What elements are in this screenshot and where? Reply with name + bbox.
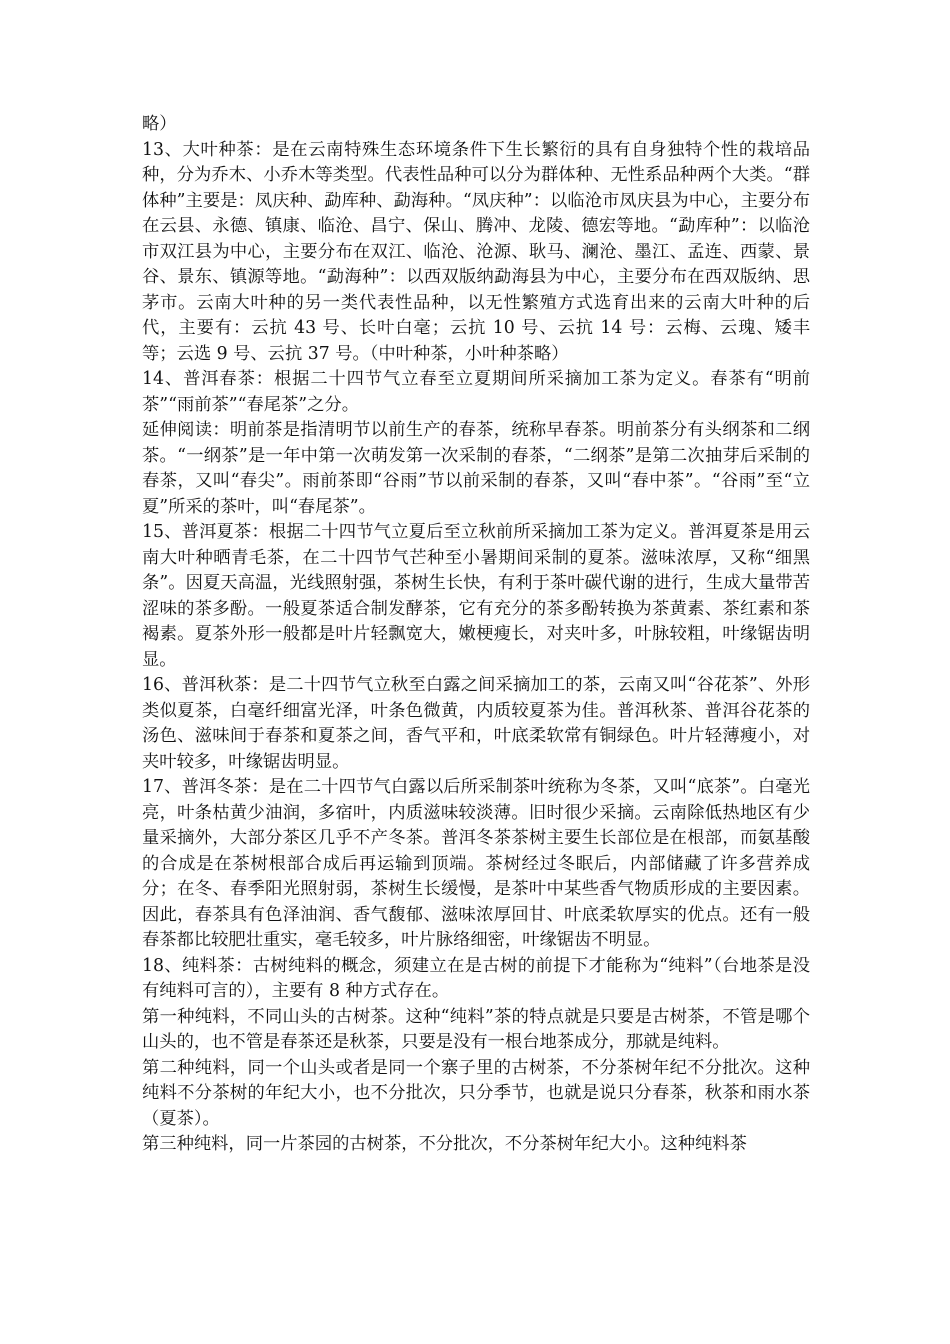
paragraph-extended-reading: 延伸阅读：明前茶是指清明节以前生产的春茶，统称早春茶。明前茶分有头纲茶和二纲茶。“一纲茶”是一年中第一次萌发第一次采制的春茶，“二纲茶”是第二次抽芽后采制的春茶，又叫“春尖”。雨前茶即“谷雨”节以前采制的春茶，又叫“春中茶”。“谷雨”至“立夏”所采的茶叶，叫“春尾茶”。 xyxy=(142,420,810,517)
paragraph-pure-tea: 18、纯料茶：古树纯料的概念，须建立在是古树的前提下才能称为“纯料”（台地茶是没有纯料可言的），主要有 8 种方式存在。 xyxy=(142,955,810,1001)
paragraph-large-leaf-tea: 13、大叶种茶：是在云南特殊生态环境条件下生长繁衍的具有自身独特个性的栽培品种，分为乔木、小乔木等类型。代表性品种可以分为群体种、无性系品种两个大类。“群体种”主要是：凤庆种、勐库种、勐海种。“凤庆种”：以临沧市凤庆县为中心，主要分布在云县、永德、镇康、临沧、昌宁、保山、腾冲、龙陵、德宏等地。“勐库种”：以临沧市双江县为中心，主要分布在双江、临沧、沧源、耿马、澜沧、墨江、孟连、西蒙、景谷、景东、镇源等地。“勐海种”：以西双版纳勐海县为中心，主要分布在西双版纳、思茅市。云南大叶种的另一类代表性品种，以无性繁殖方式选育出来的云南大叶种的后代，主要有：云抗 43 号、长叶白毫；云抗 10 号、云抗 14 号：云梅、云瑰、矮丰等；云选 9 号、云抗 37 号。（中叶种茶，小叶种茶略） xyxy=(142,139,810,364)
paragraph-summer-tea: 15、普洱夏茶：根据二十四节气立夏后至立秋前所采摘加工茶为定义。普洱夏茶是用云南大叶种晒青毛茶，在二十四节气芒种至小暑期间采制的夏茶。滋味浓厚，又称“细黑条”。因夏天高温，光线照射强，茶树生长快，有利于茶叶碳代谢的进行，生成大量带苦涩味的茶多酚。一般夏茶适合制发酵茶，它有充分的茶多酚转换为茶黄素、茶红素和茶褐素。夏茶外形一般都是叶片轻飘宽大，嫩梗瘦长，对夹叶多，叶脉较粗，叶缘锯齿明显。 xyxy=(142,522,810,670)
paragraph-pure-type-3: 第三种纯料，同一片茶园的古树茶，不分批次，不分茶树年纪大小。这种纯料茶 xyxy=(142,1134,747,1154)
paragraph-autumn-tea: 16、普洱秋茶：是二十四节气立秋至白露之间采摘加工的茶，云南又叫“谷花茶”、外形类似夏茶，白毫纤细富光泽，叶条色微黄，内质较夏茶为佳。普洱秋茶、普洱谷花茶的汤色、滋味间于春茶和夏茶之间，香气平和，叶底柔软常有铜绿色。叶片轻薄瘦小，对夹叶较多，叶缘锯齿明显。 xyxy=(142,675,810,772)
document-body xyxy=(142,112,810,1158)
paragraph-spring-tea: 14、普洱春茶：根据二十四节气立春至立夏期间所采摘加工茶为定义。春茶有“明前茶”“雨前茶”“春尾茶”之分。 xyxy=(142,369,810,415)
paragraph-winter-tea: 17、普洱冬茶：是在二十四节气白露以后所采制茶叶统称为冬茶，又叫“底茶”。白毫光亮，叶条枯黄少油润，多宿叶，内质滋味较淡薄。旧时很少采摘。云南除低热地区有少量采摘外，大部分茶区几乎不产冬茶。普洱冬茶茶树主要生长部位是在根部，而氨基酸的合成是在茶树根部合成后再运输到顶端。茶树经过冬眠后，内部储藏了许多营养成分；在冬、春季阳光照射弱，茶树生长缓慢，是茶叶中某些香气物质形成的主要因素。因此，春茶具有色泽油润、香气馥郁、滋味浓厚回甘、叶底柔软厚实的优点。还有一般春茶都比较肥壮重实，毫毛较多，叶片脉络细密，叶缘锯齿不明显。 xyxy=(142,777,810,950)
paragraph-pure-type-1: 第一种纯料，不同山头的古树茶。这种“纯料”茶的特点就是只要是古树茶，不管是哪个山头的，也不管是春茶还是秋茶，只要是没有一根台地茶成分，那就是纯料。 xyxy=(142,1006,810,1052)
paragraph-continuation: 略） xyxy=(142,114,177,134)
paragraph-pure-type-2: 第二种纯料，同一个山头或者是同一个寨子里的古树茶，不分茶树年纪不分批次。这种纯料不分茶树的年纪大小，也不分批次，只分季节，也就是说只分春茶，秋茶和雨水茶（夏茶）。 xyxy=(142,1057,810,1129)
